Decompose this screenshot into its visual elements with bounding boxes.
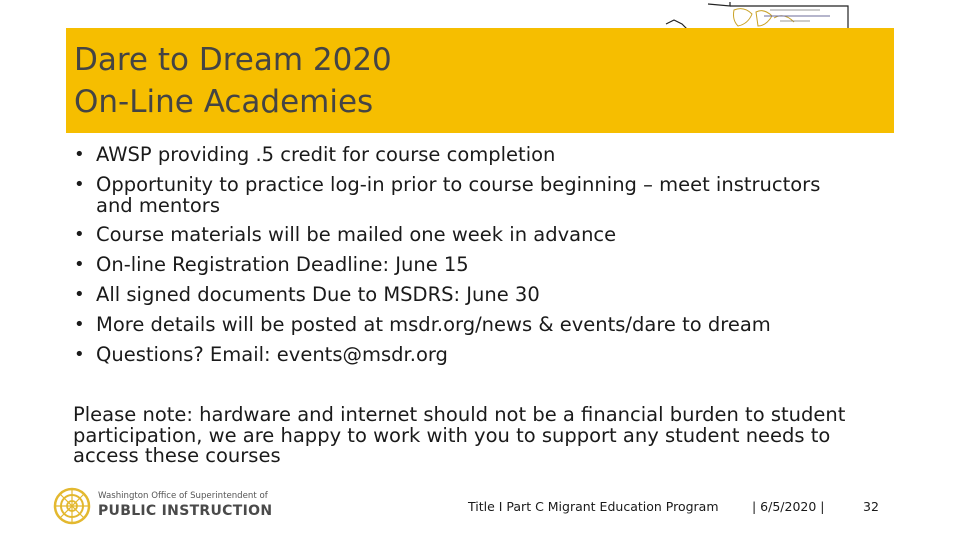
bullet-item [72, 344, 902, 365]
slide-title-line-1: Dare to Dream 2020 [74, 42, 392, 78]
slide-title-line-2: On-Line Academies [74, 84, 374, 120]
ospi-sunburst-logo [52, 486, 92, 526]
bullet-text: AWSP providing .5 credit for course completion [96, 143, 556, 166]
bullet-text: On-line Registration Deadline: June 15 [96, 253, 469, 276]
ospi-org-small: Washington Office of Superintendent of [98, 491, 268, 501]
bullet-text: Course materials will be mailed one week in advance [96, 223, 617, 246]
bullet-text: More details will be posted at msdr.org/news & events/dare to dream [96, 313, 771, 336]
bullet-text: All signed documents Due to MSDRS: June 30 [96, 283, 540, 306]
bullet-item [72, 224, 902, 245]
note-paragraph: Please note: hardware and internet should not be a financial burden to student participation, we are happy to work with you to support any student needs to access these courses [73, 403, 846, 467]
ospi-org-name: PUBLIC INSTRUCTION [98, 503, 273, 519]
bullet-item [72, 254, 902, 275]
bullet-text: • Opportunity to practice log-in prior to course beginning – meet instructors [96, 173, 821, 196]
bullet-list [72, 144, 902, 374]
title-bar [66, 28, 894, 133]
bullet-item [72, 144, 902, 165]
bullet-item [72, 174, 902, 216]
footer-program: Title I Part C Migrant Education Program [468, 499, 719, 514]
footer-date: | 6/5/2020 | [752, 499, 825, 514]
bullet-text-continuation: and mentors [96, 194, 220, 217]
bullet-item [72, 284, 902, 305]
bullet-item [72, 314, 902, 335]
bullet-text: Questions? Email: events@msdr.org [96, 343, 448, 366]
footer-page-number: 32 [863, 499, 879, 514]
